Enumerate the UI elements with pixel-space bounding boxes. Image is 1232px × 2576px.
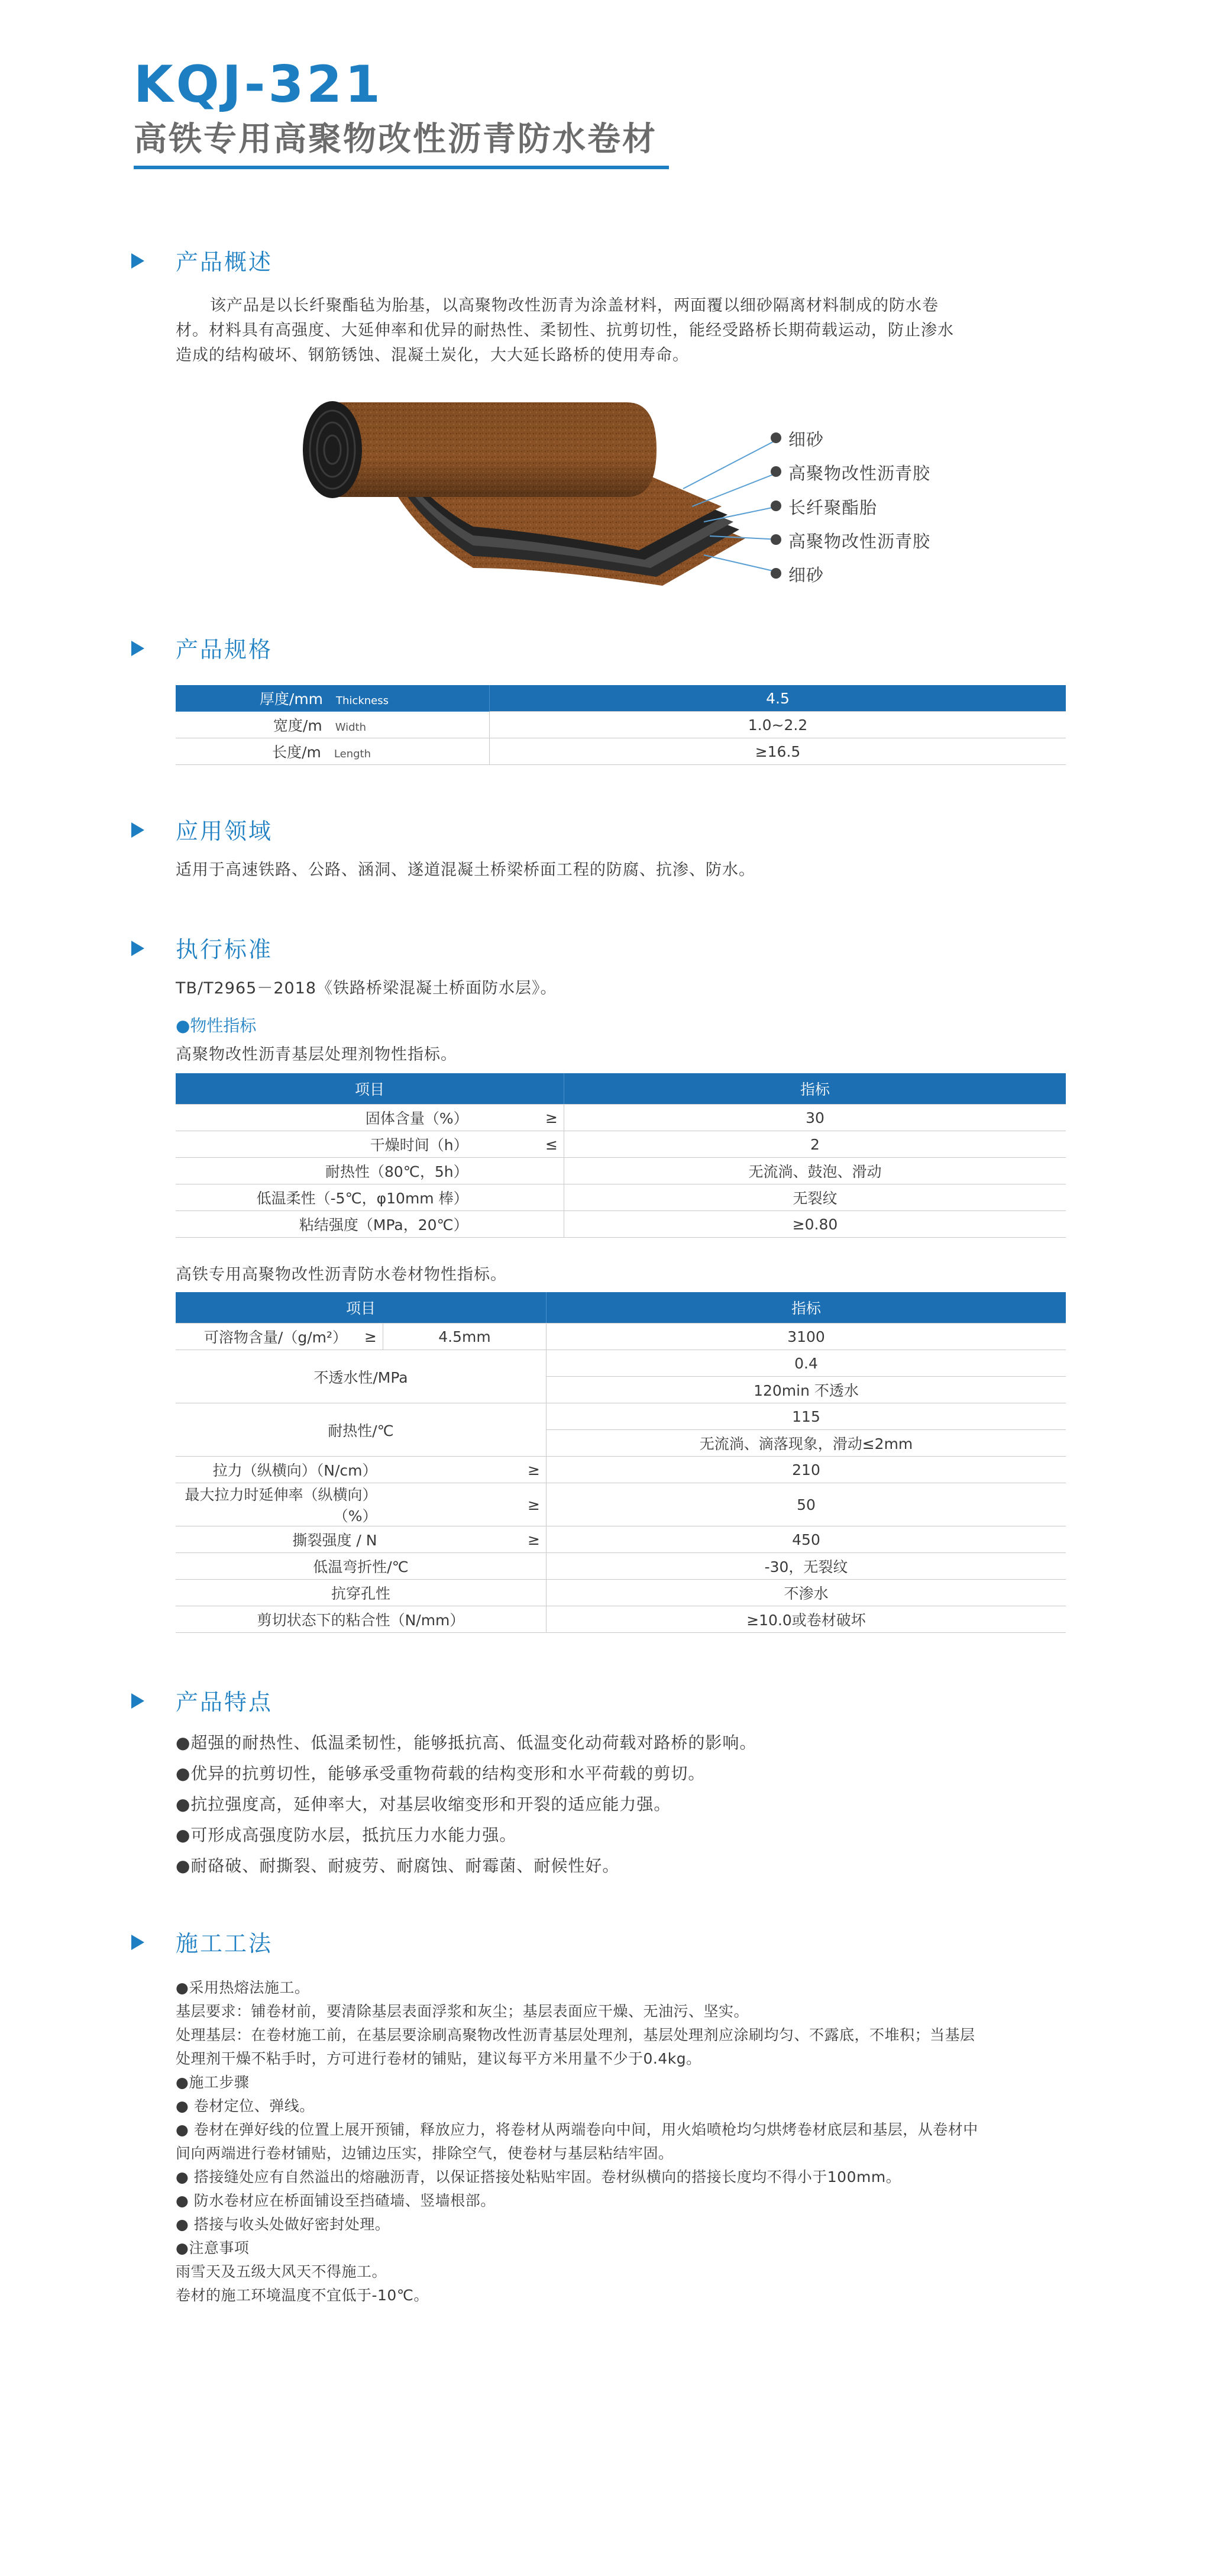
table-row: 耐热性（80℃，5h） 无流淌、鼓泡、滑动 (176, 1158, 1066, 1184)
list-item: ● 卷材在弹好线的位置上展开预铺，释放应力，将卷材从两端卷向中间，用火焰喷枪均匀烘烤卷材底层和基层，从卷材中 (176, 2121, 978, 2138)
list-item: 雨雪天及五级大风天不得施工。 (176, 2263, 387, 2280)
table-row: 低温弯折性/℃ -30，无裂纹 (176, 1553, 1066, 1580)
list-item: ●耐硌破、耐撕裂、耐疲劳、耐腐蚀、耐霉菌、耐候性好。 (176, 1856, 620, 1875)
product-title: 高铁专用高聚物改性沥青防水卷材 (134, 120, 657, 159)
standard-text: TB/T2965－2018《铁路桥梁混凝土桥面防水层》。 (176, 979, 557, 998)
table-header-row: 项目 指标 (176, 1292, 1066, 1323)
layer-label: 长纤聚酯胎 (788, 498, 878, 518)
table-row: 干燥时间（h） ≤ 2 (176, 1131, 1066, 1158)
table-row: 耐热性/℃ 115 (176, 1403, 1066, 1430)
table-row: 120min 不透水 (176, 1377, 1066, 1403)
overview-line: 该产品是以长纤聚酯毡为胎基，以高聚物改性沥青为涂盖材料，两面覆以细砂隔离材料制成的防水卷 (210, 296, 939, 315)
table2-caption: 高铁专用高聚物改性沥青防水卷材物性指标。 (176, 1266, 507, 1284)
list-item: ●超强的耐热性、低温柔韧性，能够抵抗高、低温变化动荷载对路桥的影响。 (176, 1733, 757, 1752)
table-row: 可溶物含量/（g/m²） ≥ 4.5mm 3100 (176, 1323, 1066, 1350)
table-row: 粘结强度（MPa，20℃） ≥0.80 (176, 1211, 1066, 1238)
table-row: 宽度/m Width 1.0~2.2 (176, 712, 1066, 738)
model-number: KQJ-321 (134, 55, 383, 114)
list-item: 卷材的施工环境温度不宜低于-10℃。 (176, 2287, 429, 2304)
section-title-construction: 施工工法 (176, 1931, 273, 1957)
construction-text (176, 1976, 1075, 2307)
list-item: ● 防水卷材应在桥面铺设至挡碴墙、竖墙根部。 (176, 2192, 496, 2209)
layer-label: 高聚物改性沥青胶 (788, 463, 931, 483)
section-arrow-icon (131, 822, 144, 838)
table-row: 剪切状态下的粘合性（N/mm） ≥10.0或卷材破坏 (176, 1606, 1066, 1633)
table-row: 长度/m Length ≥16.5 (176, 738, 1066, 765)
list-item: ●施工步骤 (176, 2074, 250, 2091)
overview-text (176, 293, 1075, 368)
section-title-overview: 产品概述 (176, 249, 273, 275)
bullet-dot-icon (771, 568, 781, 579)
section-arrow-icon (131, 1935, 144, 1950)
bullet-dot-icon (771, 432, 781, 443)
application-text: 适用于高速铁路、公路、涵洞、遂道混凝土桥梁桥面工程的防腐、抗渗、防水。 (176, 861, 755, 879)
list-item: 间向两端进行卷材铺贴，边铺边压实，排除空气，使卷材与基层粘结牢固。 (176, 2145, 674, 2162)
table-row: 撕裂强度 / N ≥ 450 (176, 1526, 1066, 1553)
list-item: ● 搭接与收头处做好密封处理。 (176, 2216, 390, 2233)
overview-line: 材。材料具有高强度、大延伸率和优异的耐热性、柔韧性、抗剪切性，能经受路桥长期荷载运动，防止渗水 (176, 321, 954, 340)
bullet-dot-icon (771, 534, 781, 545)
section-title-standard: 执行标准 (176, 937, 273, 963)
leader-line (683, 438, 781, 489)
section-arrow-icon (131, 641, 144, 656)
section-arrow-icon (131, 1693, 144, 1709)
layer-label: 高聚物改性沥青胶 (788, 531, 931, 551)
table-row: 不透水性/MPa 0.4 (176, 1350, 1066, 1377)
layer-label: 细砂 (788, 430, 824, 450)
section-title-spec: 产品规格 (176, 637, 273, 663)
table-row: 最大拉力时延伸率（纵横向）（%） ≥ 50 (176, 1483, 1066, 1526)
bullet-dot-icon (771, 501, 781, 511)
table-row: 抗穿孔性 不渗水 (176, 1580, 1066, 1606)
table-row: 厚度/mm Thickness 4.5 (176, 685, 1066, 712)
section-title-features: 产品特点 (176, 1689, 273, 1715)
bullet-dot-icon (771, 466, 781, 477)
roll-end-face (303, 401, 362, 498)
layer-label: 细砂 (788, 565, 824, 585)
primer-properties-table (176, 1073, 1066, 1238)
list-item: 基层要求：铺卷材前，要清除基层表面浮浆和灰尘；基层表面应干燥、无油污、坚实。 (176, 2003, 749, 2020)
overview-line: 造成的结构破坏、钢筋锈蚀、混凝土炭化，大大延长路桥的使用寿命。 (176, 346, 689, 364)
list-item: 处理剂干燥不粘手时，方可进行卷材的铺贴，建议每平方米用量不少于0.4kg。 (176, 2050, 701, 2067)
features-list (176, 1728, 756, 1881)
table-row: 拉力（纵横向）（N/cm） ≥ 210 (176, 1457, 1066, 1483)
section-arrow-icon (131, 941, 144, 956)
subheading-properties: ●物性指标 (176, 1016, 257, 1035)
membrane-properties-table (176, 1292, 1066, 1633)
membrane-roll-illustration (296, 390, 793, 603)
spec-table (176, 685, 1066, 765)
list-item: ●优异的抗剪切性，能够承受重物荷载的结构变形和水平荷载的剪切。 (176, 1764, 706, 1783)
table-row: 低温柔性（-5℃，φ10mm 棒） 无裂纹 (176, 1184, 1066, 1211)
table-header-row: 项目 指标 (176, 1073, 1066, 1105)
section-title-application: 应用领域 (176, 818, 273, 844)
list-item: ●抗拉强度高，延伸率大，对基层收缩变形和开裂的适应能力强。 (176, 1794, 671, 1814)
list-item: ●可形成高强度防水层，抵抗压力水能力强。 (176, 1825, 517, 1845)
section-arrow-icon (131, 253, 144, 269)
list-item: ● 卷材定位、弹线。 (176, 2097, 315, 2115)
list-item: ● 搭接缝处应有自然溢出的熔融沥青，以保证搭接处粘贴牢固。卷材纵横向的搭接长度均不得小于100mm。 (176, 2168, 901, 2186)
leader-line (704, 555, 781, 573)
list-item: ●注意事项 (176, 2239, 250, 2257)
title-underline (134, 166, 669, 169)
table1-caption: 高聚物改性沥青基层处理剂物性指标。 (176, 1045, 457, 1064)
list-item: 处理基层：在卷材施工前，在基层要涂刷高聚物改性沥青基层处理剂，基层处理剂应涂刷均匀、不露底，不堆积；当基层 (176, 2026, 975, 2044)
table-row: 固体含量（%） ≥ 30 (176, 1105, 1066, 1131)
table-row: 无流淌、滴落现象，滑动≤2mm (176, 1430, 1066, 1457)
list-item: ●采用热熔法施工。 (176, 1979, 310, 1996)
